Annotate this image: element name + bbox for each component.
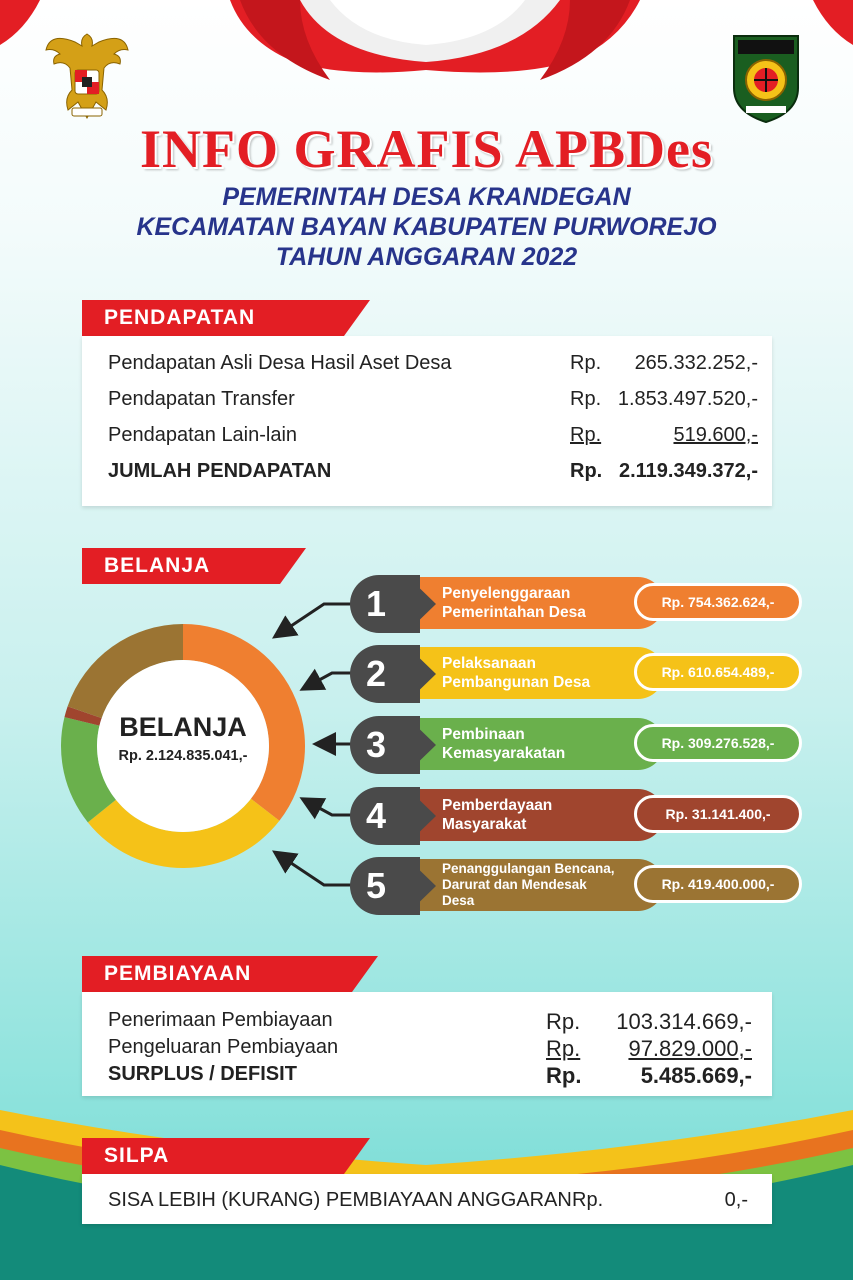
- donut-hole: [97, 660, 269, 832]
- item-number: 5: [350, 857, 420, 915]
- row-currency: Rp.: [572, 1189, 604, 1211]
- item-title-line: Pemerintahan Desa: [442, 604, 586, 621]
- pembiayaan-panel: [82, 992, 772, 1096]
- total-value: 2.119.349.372,-: [618, 460, 758, 482]
- item-number: 2: [350, 645, 420, 703]
- row-label: Pendapatan Lain-lain: [108, 424, 298, 446]
- row-value: 103.314.669,-: [616, 1009, 752, 1034]
- item-title-line: Pelaksanaan: [442, 655, 536, 672]
- row-value: 0,-: [724, 1189, 748, 1211]
- total-label: SURPLUS / DEFISIT: [108, 1063, 297, 1085]
- pendapatan-row: [108, 352, 758, 378]
- item-amount: Rp. 31.141.400,-: [634, 795, 802, 833]
- row-currency: Rp.: [570, 388, 602, 410]
- row-value: 1.853.497.520,-: [617, 388, 758, 410]
- pembiayaan-row: [108, 1009, 752, 1035]
- row-label: Pendapatan Transfer: [108, 388, 295, 410]
- item-title-line: Penyelenggaraan: [442, 585, 571, 602]
- row-currency: Rp.: [570, 352, 602, 374]
- page-title: INFO GRAFIS APBDes: [139, 119, 714, 179]
- item-amount: Rp. 419.400.000,-: [634, 865, 802, 903]
- total-label: JUMLAH PENDAPATAN: [108, 460, 332, 482]
- item-title-line: Penanggulangan Bencana,: [442, 861, 615, 876]
- pembiayaan-row: [108, 1036, 752, 1062]
- row-label: Penerimaan Pembiayaan: [108, 1009, 333, 1031]
- pendapatan-panel: [82, 336, 772, 506]
- item-number-arrow: [406, 787, 436, 845]
- row-currency: Rp.: [570, 424, 602, 446]
- row-value: 97.829.000,-: [628, 1036, 752, 1061]
- garuda-emblem-icon: [44, 28, 130, 124]
- item-number-arrow: [406, 645, 436, 703]
- belanja-item-5: [350, 857, 810, 911]
- belanja-item-4: [350, 787, 810, 841]
- total-value: 5.485.669,-: [640, 1063, 752, 1088]
- row-value: 265.332.252,-: [634, 352, 758, 374]
- subtitle-line-1: PEMERINTAH DESA KRANDEGAN: [222, 183, 631, 211]
- kabupaten-emblem-icon: [728, 28, 804, 124]
- pendapatan-total-row: [108, 460, 758, 486]
- item-amount: Rp. 754.362.624,-: [634, 583, 802, 621]
- total-currency: Rp.: [546, 1063, 582, 1088]
- section-heading-pembiayaan: PEMBIAYAAN: [82, 956, 352, 992]
- item-number: 1: [350, 575, 420, 633]
- item-number: 4: [350, 787, 420, 845]
- row-currency: Rp.: [546, 1036, 581, 1061]
- row-label: Pengeluaran Pembiayaan: [108, 1036, 339, 1058]
- donut-center-value: Rp. 2.124.835.041,-: [118, 748, 248, 764]
- pendapatan-row: [108, 388, 758, 414]
- item-title-line: Pemberdayaan: [442, 797, 553, 814]
- section-heading-pendapatan: PENDAPATAN: [82, 300, 344, 336]
- item-number-arrow: [406, 857, 436, 915]
- subtitle-line-3: TAHUN ANGGARAN 2022: [275, 243, 578, 271]
- item-number-arrow: [406, 575, 436, 633]
- section-heading-belanja: BELANJA: [82, 548, 280, 584]
- pendapatan-row: [108, 424, 758, 450]
- subtitle-line-2: KECAMATAN BAYAN KABUPATEN PURWOREJO: [136, 213, 717, 241]
- item-title-line: Pembinaan: [442, 726, 525, 743]
- item-number: 3: [350, 716, 420, 774]
- row-value: 519.600,-: [673, 424, 758, 446]
- item-title-line: Kemasyarakatan: [442, 745, 566, 762]
- item-amount: Rp. 309.276.528,-: [634, 724, 802, 762]
- donut-center-label: BELANJA: [119, 712, 247, 742]
- section-heading-silpa: SILPA: [82, 1138, 344, 1174]
- row-label: SISA LEBIH (KURANG) PEMBIAYAAN ANGGARAN: [108, 1189, 572, 1211]
- pembiayaan-total-row: [108, 1063, 752, 1089]
- item-title-line: Darurat dan Mendesak: [442, 877, 587, 892]
- item-title-line: Pembangunan Desa: [442, 674, 591, 691]
- item-amount: Rp. 610.654.489,-: [634, 653, 802, 691]
- pointer-arrows: [260, 595, 360, 895]
- silpa-row: [108, 1189, 748, 1215]
- row-currency: Rp.: [546, 1009, 581, 1034]
- belanja-item-1: [350, 575, 810, 629]
- item-title-line: Masyarakat: [442, 816, 527, 833]
- silpa-panel: [82, 1174, 772, 1224]
- total-currency: Rp.: [570, 460, 603, 482]
- item-title-line: Desa: [442, 893, 475, 908]
- belanja-item-2: [350, 645, 810, 699]
- row-label: Pendapatan Asli Desa Hasil Aset Desa: [108, 352, 452, 374]
- item-number-arrow: [406, 716, 436, 774]
- belanja-item-3: [350, 716, 810, 770]
